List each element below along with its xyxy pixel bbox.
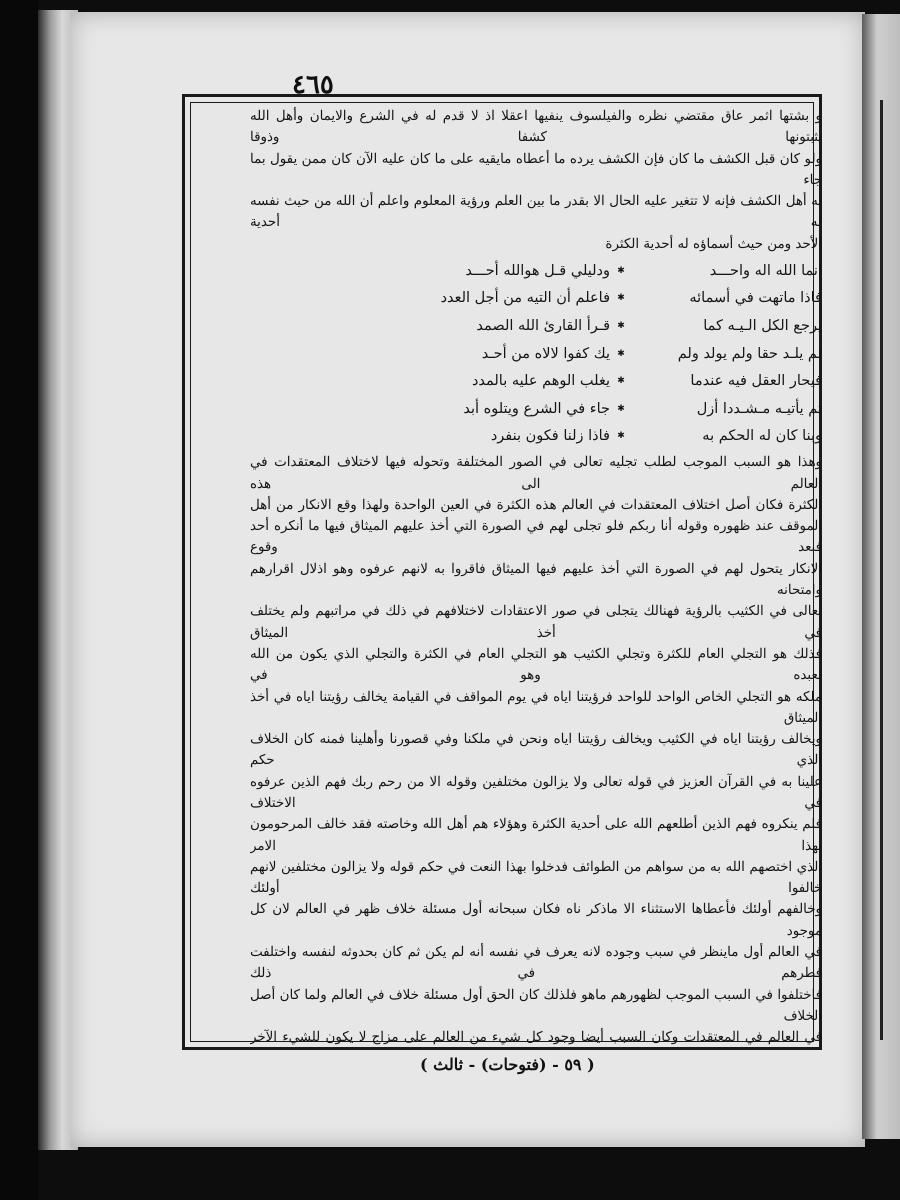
verse-separator-icon: ✱ [617, 376, 625, 387]
verse-second-half: يك كفوا لالاه من أحـد [481, 345, 610, 362]
text-line: و بشتها اثمر عاق مقتضي نظره والفيلسوف ينفيها اعقلا اذ لا قدم له في الشرع والايمان وأهل الله يثبتونها كشفا وذوقا [250, 109, 822, 146]
paragraph-opening [250, 106, 822, 255]
verse-line [250, 340, 822, 368]
verse-line [250, 423, 822, 451]
verse-first-half: وبنا كان له الحكم به [702, 428, 822, 445]
text-line: تعالى في الكثيب بالرؤية فهنالك يتجلى في صور الاعتقادات لاختلافهم في ذلك في مراتبهم ولم يختلف في أخذ الميثاق [250, 604, 822, 641]
verse-second-half: جاء في الشرع ويتلوه أبد [463, 400, 610, 417]
verse-separator-icon: ✱ [617, 265, 625, 276]
scan-margin-left [0, 0, 38, 1200]
text-line: في العالم في المعتقدات وكان السبب أيضا وجود كل شيء من العالم على مزاج لا يكون للشيء الآخر [250, 1030, 822, 1046]
text-line: الانكار يتحول لهم في الصورة التي أخذ عليهم فيها الميثاق فاقروا به لانهم عرفوه وهو اذلال اقرارهم وامتحانه [250, 561, 822, 599]
verse-first-half: فاذا ماتهت في أسمائه [689, 290, 822, 307]
verse-line [250, 395, 822, 423]
signature-footer: ( ٥٩ - (فتوحات) - ثالث ) [420, 1055, 595, 1074]
text-line: فلم ينكروه فهم الذين أطلعهم الله على أحدية الكثرة وهؤلاء هم أهل الله وخاصته فقد خالف المرحومون بهذا الامر [250, 817, 822, 854]
verse-first-half: انما الله اله واحـــد [709, 262, 822, 279]
poem-one [250, 257, 822, 450]
verse-second-half: قـرأ القارئ الله الصمد [476, 318, 610, 335]
verse-first-half: يرجع الكل الـيـه كما [703, 318, 822, 335]
text-line: ملكه هو التجلي الخاص الواحد للواحد فرؤيتنا اياه في يوم المواقف في القيامة يخالف رؤيتنا اياه في أخذ الميثاق [250, 689, 822, 726]
verse-line [250, 285, 822, 313]
text-line: فذلك هو التجلي العام للكثرة وتجلي الكثيب هو التجلي العام في الكثرة والتجلي الذي يكون من الله لعبده وهو في [250, 646, 822, 684]
verse-separator-icon: ✱ [617, 348, 625, 359]
text-line: الذي اختصهم الله به من سواهم من الطوائف فدخلوا بهذا النعت في حكم قوله ولا يزالون مختلفين لانهم خالفوا أولئك [250, 859, 822, 897]
text-line: به أهل الكشف فإنه لا تتغير عليه الحال الا بقدر ما بين العلم ورؤية المعلوم واعلم أن الله من حيث نفسه له أحدية [250, 194, 822, 231]
verse-first-half: لم يلـد حقا ولم يولد ولم [677, 345, 822, 362]
text-line: ويخالف رؤيتنا اياه في الكثيب ويخالف رؤيتنا اياه ونحن في ملكنا وفي قصورنا وأهلينا فمنه كان الخلاف الذي حكم [250, 732, 822, 769]
page-number: ٤٦٥ [292, 70, 334, 100]
text-line: وهذا هو السبب الموجب لطلب تجليه تعالى في الصور المختلفة وتحوله فيها لاختلاف المعتقدات في العالم الى هذه [250, 455, 822, 492]
verse-line [250, 257, 822, 285]
verse-second-half: ودليلي قـل هوالله أحـــد [465, 262, 610, 279]
verse-line [250, 312, 822, 340]
text-line: في العالم أول ماينظر في سبب وجوده لانه يعرف في نفسه أنه لم يكن ثم كان بحدوثه لنفسه واختلفت فطرهم في ذلك [250, 945, 822, 982]
verse-line [250, 367, 822, 395]
text-line: فاختلفوا في السبب الموجب لظهورهم ماهو فلذلك كان الحق أول مسئلة خلاف في العالم ولما كان أصل الخلاف [250, 987, 822, 1024]
verse-separator-icon: ✱ [617, 293, 625, 304]
facing-page-frame [880, 100, 900, 1040]
text-line: الأحد ومن حيث أسماؤه له أحدية الكثرة [605, 236, 822, 252]
text-line: الموقف عند ظهوره وقوله أنا ربكم فلو تجلى لهم في الصورة التي أخذ عليهم الميثاق فيها ما أنكره أحد فبعد وقوع [250, 519, 822, 556]
verse-second-half: فاعلم أن التيه من أجل العدد [440, 290, 610, 307]
verse-first-half: ثم يأتيـه مـشـددا أزل [696, 400, 822, 417]
verse-second-half: فاذا زلنا فكون بنفرد [490, 428, 610, 445]
main-text [250, 106, 822, 1046]
paragraph-main [250, 452, 822, 1046]
verse-separator-icon: ✱ [617, 431, 625, 442]
text-line: وخالفهم أولئك فأعطاها الاستثناء الا ماذكر ناه فكان سبحانه أول مسئلة خلاف ظهر في العالم لان كل موجود [250, 902, 822, 939]
verse-first-half: فيحار العقل فيه عندما [690, 373, 822, 390]
verse-separator-icon: ✱ [617, 403, 625, 414]
verse-second-half: يغلب الوهم عليه بالمدد [471, 373, 610, 390]
text-line: الكثرة فكان أصل اختلاف المعتقدات في العالم هذه الكثرة في العين الواحدة ولهذا وقع الانكار من أهل [250, 497, 822, 513]
verse-separator-icon: ✱ [617, 321, 625, 332]
text-line: علينا به في القرآن العزيز في قوله تعالى ولا يزالون مختلفين وقوله الا من رحم ربك فهم الذين عرفوه في الاختلاف [250, 774, 822, 811]
text-line: ولو كان قبل الكشف ما كان فإن الكشف يرده ما أعطاه مايقيه على ما كان عليه الآن كان ممن يقول بما جاء [250, 151, 822, 188]
